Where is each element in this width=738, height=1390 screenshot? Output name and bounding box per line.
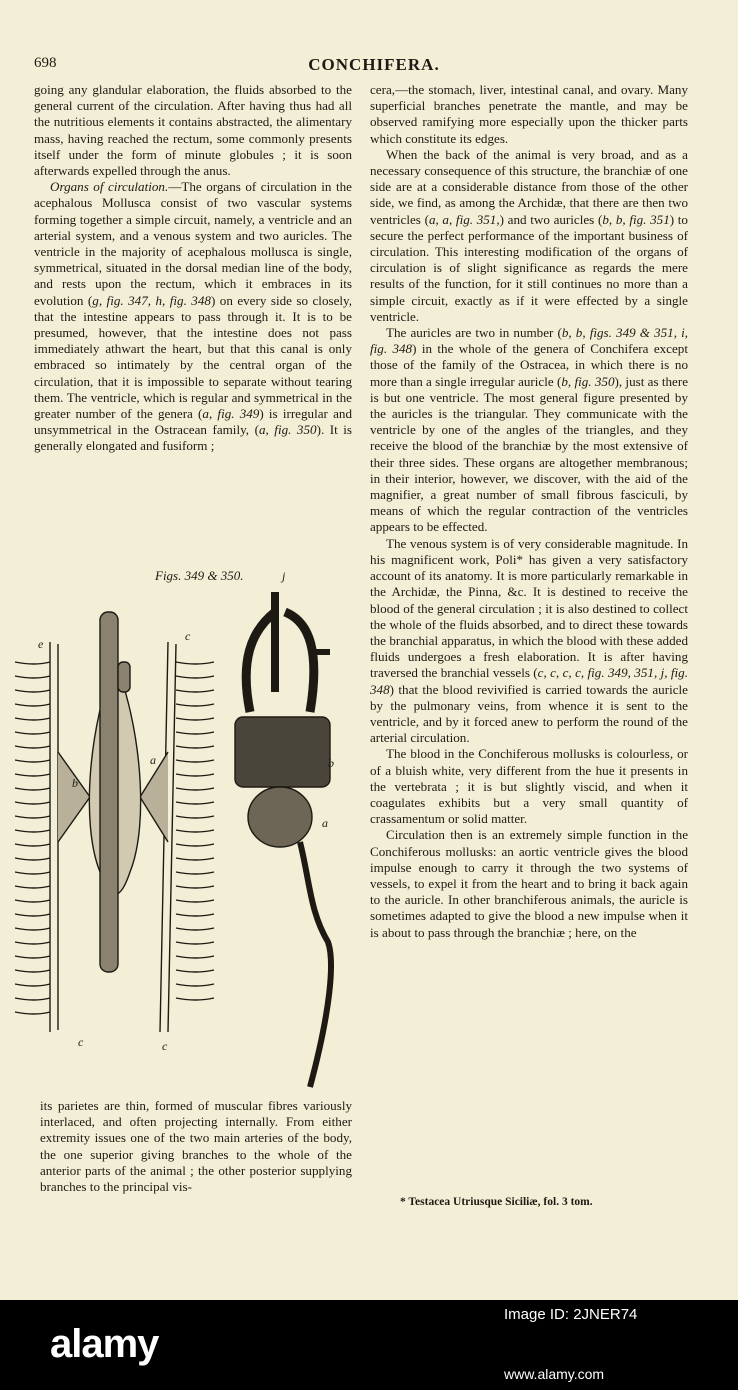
text-run: When the back of the animal is very broad, and as a necessary consequence of this structure, the branchiæ of one side are at a considerable distance from those of the other side, we find, as among the Archidæ, that there are then two ventricles ( (370, 146, 688, 227)
left-bottom-paragraph: its parietes are thin, formed of muscular fibres variously interlaced, and often projecting internally. From either extremity issues one of the two main arteries of the body, the one superior giving branches to the whole of the anterior parts of the animal ; the other posterior supplying branches to the principal vis- (40, 1098, 352, 1195)
figure-reference: g, fig. 347, h, fig. 348 (92, 292, 211, 308)
text-run: —The organs of circulation in the acephalous Mollusca consist of two vascular systems forming together a simple circuit, namely, a ventricle and an arterial system, and a venous system and two auricles. The ventricle in the majority of acephalous mollusca is single, symmetrical, situated in the dorsal median line of the body, and rests upon the rectum, which it embraces in its evolution ( (34, 179, 352, 308)
stock-watermark-bar (0, 1300, 738, 1390)
page-header (34, 55, 714, 79)
right-paragraph-3 (370, 325, 688, 536)
stock-image-id: Image ID: 2JNER74 (504, 1306, 638, 1323)
text-run: ) is irregular and unsymmetrical in the Ostracean family, ( (34, 406, 352, 438)
text-run: ) and two auricles ( (499, 211, 603, 227)
figure-reference: b, b, fig. 351 (602, 211, 670, 227)
figure-reference: a, a, fig. 351, (428, 211, 500, 227)
text-run: ). It is generally elongated and fusiform ; (34, 422, 353, 454)
figure-reference: c, c, c, c, fig. 349, 351, j, fig. 348 (370, 665, 688, 697)
section-heading: Organs of circulation. (50, 179, 169, 195)
label-b: b (72, 776, 78, 790)
running-head: CONCHIFERA. (308, 55, 440, 74)
figure-reference: b, b, figs. 349 & 351, i, fig. 348 (370, 325, 688, 357)
left-paragraph-2 (34, 179, 352, 454)
right-paragraph-4 (370, 536, 688, 747)
right-paragraph-6: Circulation then is an extremely simple function in the Conchiferous mollusks: an aortic ventricle gives the blood impulse enough to carry it through the two systems of vessels, to expel it from the heart and to bring it back again to the auricle. In other branchiferous animals, the auricle is sometimes adapted to give the blood a new impulse when it is about to pass through the branchiæ ; here, on the (370, 827, 688, 940)
label-e: e (38, 637, 44, 651)
text-run: ) in the whole of the genera of Conchifera except those of the family of the Ostracea, in which there is no more than a single irregular auricle ( (370, 341, 688, 389)
label-b-350: b (328, 756, 334, 770)
text-run: ) that the blood revivified is carried towards the auricle by the pulmonary veins, from whence it is sent to the ventricle, and by it forced anew to perform the round of the arterial circulation. (370, 681, 688, 746)
page-number: 698 (34, 55, 57, 71)
label-c-top: c (185, 629, 191, 643)
figure-reference: a, fig. 349 (202, 406, 260, 422)
stock-logo: alamy (50, 1322, 159, 1366)
stock-url: www.alamy.com (504, 1366, 605, 1382)
label-a: a (150, 753, 156, 767)
right-paragraph-1: cera,—the stomach, liver, intestinal canal, and ovary. Many superficial branches penetrate the mantle, and may be observed ramifying more especially upon the thicker parts which constitute its edges. (370, 82, 688, 146)
label-c-right: c (162, 1039, 168, 1053)
text-run: ) on every side so closely, that the intestine appears to pass through it. It is to be presumed, however, that the intestine does not pass immediately athwart the heart, but that this canal is only embraced so intimately by the central organ of the circulation, that it is impossible to separate without tearing them. The ventricle, which is regular and symmetrical in the greater number of the genera ( (34, 292, 352, 422)
text-run: ), just as there is but one ventricle. The most general figure presented by the auricles is the triangular. They communicate with the ventricle by one of the angles of the triangles, and they receive the blood of the branchiæ by the most extensive of their three sides. These organs are altogether membranous; in their interior, however, we discover, with the aid of the magnifier, a great number of small fibrous fasciculi, by means of which the regular contraction of the ventricles appears to be effected. (370, 373, 689, 535)
label-a-350: a (322, 816, 328, 830)
text-run: The auricles are two in number ( (386, 325, 562, 341)
right-paragraph-5: The blood in the Conchiferous mollusks is colourless, or of a bluish white, very different from the hue it presents in the vertebrata ; it is but slightly viscid, and when it coagulates exhibits but a very small quantity of crassamentum or solid matter. (370, 746, 688, 827)
figure-350-illustration (235, 592, 331, 1087)
label-c-left: c (78, 1035, 84, 1049)
right-paragraph-2 (370, 147, 688, 325)
text-run: The venous system is of very considerable magnitude. In his magnificent work, Poli* has given a very satisfactory account of its anatomy. It is more particularly remarkable in the Archidæ, the Pinna, &c. It is destined to receive the blood of the general circulation ; it is also destined to collect the whole of the fluids absorbed, and to direct these towards the branchial apparatus, in which the blood with these added fluids undergoes a fresh elaboration. It is after having traversed the branchial vessels ( (370, 535, 688, 681)
figure-reference: b, fig. 350 (561, 373, 615, 389)
label-j: j (282, 569, 286, 583)
right-column (370, 82, 688, 941)
figure-reference: a, fig. 350 (258, 422, 317, 438)
left-paragraph-1: going any glandular elaboration, the fluids absorbed to the general current of the circulation. After having thus had all the nutritious elements it contains abstracted, the alimentary mass, having reached the rectum, some commonly presents itself under the form of minute globules ; it is soon afterwards expelled through the anus. (34, 82, 352, 179)
text-run: ) to secure the perfect performance of the important business of circulation. This interesting modification of the organs of circulation is of slight significance as regards the mere results of the function, for it still continues no more than a simple circuit, exactly as if it were effected by a single ventricle. (370, 211, 688, 324)
figure-349-illustration (15, 612, 214, 1032)
footnote: * Testacea Utriusque Siciliæ, fol. 3 tom. (400, 1196, 593, 1208)
left-bottom-column (40, 1098, 352, 1195)
left-column (34, 82, 352, 455)
figure-caption: Figs. 349 & 350. (155, 568, 244, 583)
